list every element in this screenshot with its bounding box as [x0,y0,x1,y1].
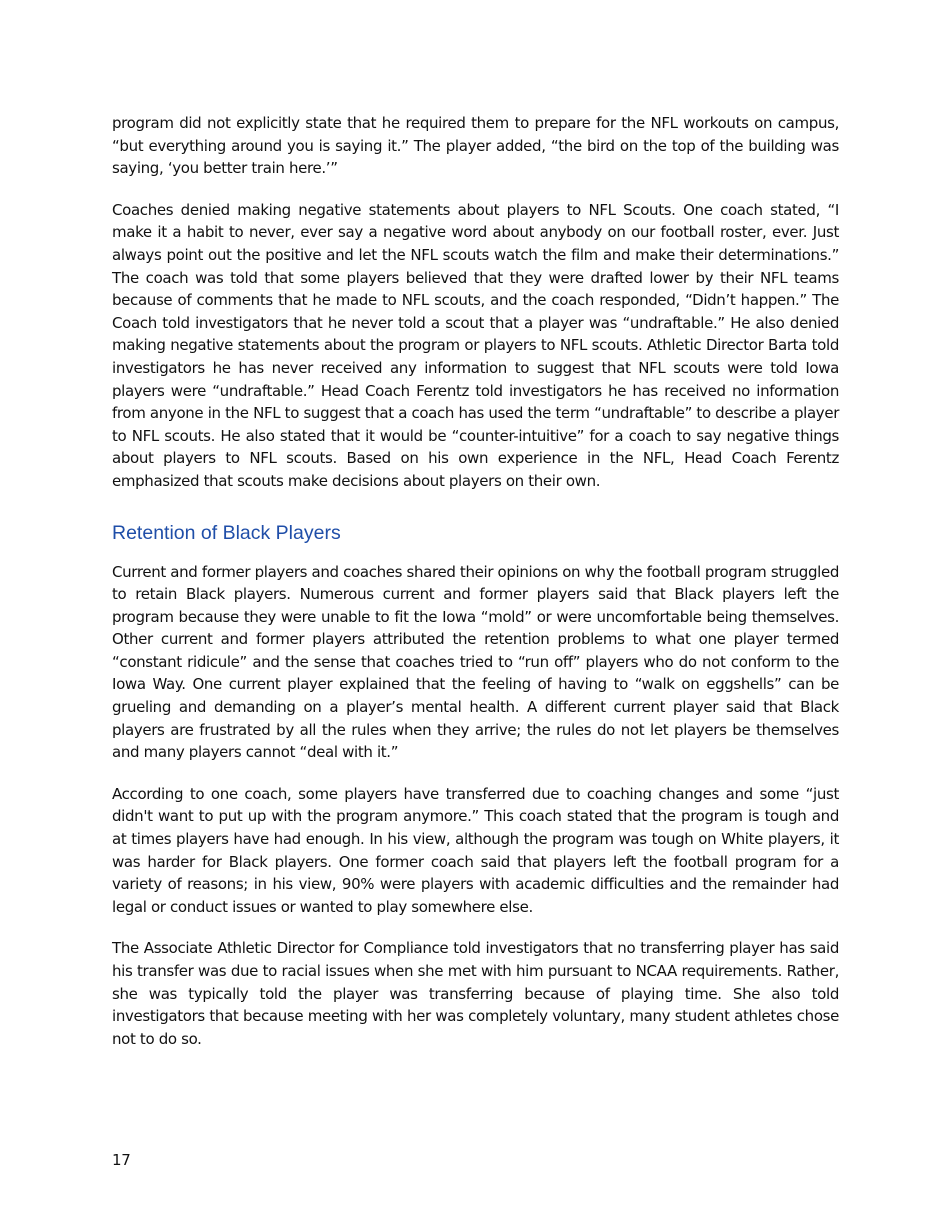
page-number: 17 [112,1151,131,1169]
paragraph-compliance-director: The Associate Athletic Director for Compliance told investigators that no transferring player has said his transfer was due to racial issues when she met with him pursuant to NCAA requirements. Rather, she was typically told the player was transferring because of playing time. She also told investigators that because meeting with her was completely voluntary, many student athletes chose not to do so. [112,939,839,1048]
section-heading: Retention of Black Players [112,521,341,544]
paragraph-nfl-scouts: Coaches denied making negative statements about players to NFL Scouts. One coach stated, “I make it a habit to never, ever say a negative word about anybody on our football roster, ever. Just always point out the positive and let the NFL scouts watch the film and make their determinations.” The coach was told that some players believed that they were drafted lower by their NFL teams because of comments that he made to NFL scouts, and the coach responded, “Didn’t happen.” The Coach told investigators that he never told a scout that a player was “undraftable.” He also denied making negative statements about the program or players to NFL scouts. Athletic Director Barta told investigators he has never received any information to suggest that NFL scouts were told Iowa players were “undraftable.” Head Coach Ferentz told investigators he has received no information from anyone in the NFL to suggest that a coach has used the term “undraftable” to describe a player to NFL scouts. He also stated that it would be “counter-intuitive” for a coach to say negative things about players to NFL scouts. Based on his own experience in the NFL, Head Coach Ferentz emphasized that scouts make decisions about players on their own. [112,200,840,490]
page-content [112,112,839,1069]
paragraph-nfl-workouts: program did not explicitly state that he required them to prepare for the NFL workouts on campus, “but everything around you is saying it.” The player added, “the bird on the top of the building was saying, ‘you better train here.’” [112,114,839,178]
paragraph-coach-transfers: According to one coach, some players have transferred due to coaching changes and some “just didn't want to put up with the program anymore.” This coach stated that the program is tough and at times players have had enough. In his view, although the program was tough on White players, it was harder for Black players. One former coach said that players left the football program for a variety of reasons; in his view, 90% were players with academic difficulties and the remainder had legal or conduct issues or wanted to play somewhere else. [112,784,839,916]
paragraph-retention-opinions: Current and former players and coaches shared their opinions on why the football program struggled to retain Black players. Numerous current and former players said that Black players left the program because they were unable to fit the Iowa “mold” or were uncomfortable being themselves. Other current and former players attributed the retention problems to what one player termed “constant ridicule” and the sense that coaches tried to “run off” players who do not conform to the Iowa Way. One current player explained that the feeling of having to “walk on eggshells” can be grueling and demanding on a player’s mental health. A different current player said that Black players are frustrated by all the rules when they arrive; the rules do not let players be themselves and many players cannot “deal with it.” [112,562,839,762]
